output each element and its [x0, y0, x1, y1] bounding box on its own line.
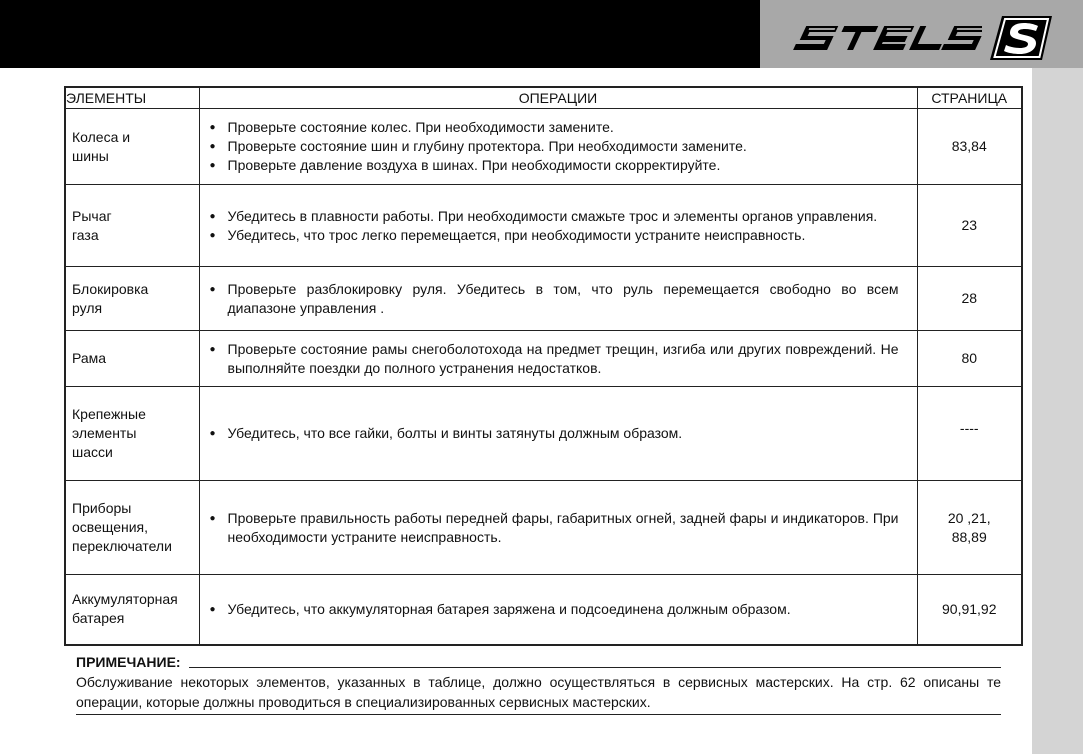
header-black-band [0, 0, 760, 68]
page-ref: ---- [959, 420, 979, 436]
element-text: шины [72, 147, 109, 164]
operation-item: ● Проверьте состояние рамы снегоболотохода на предмет трещин, изгиба или других повреждений. Не выполняйте поездки до полного устранения недостатков. [210, 340, 899, 378]
element-text: элементы [72, 425, 137, 441]
table-row-chassis-fasteners [65, 387, 1022, 481]
element-cell [65, 267, 199, 331]
page-ref: 83,84 [951, 138, 987, 154]
page-cell [917, 387, 1022, 481]
table-row-wheels [65, 109, 1022, 185]
operations-cell [199, 267, 917, 331]
element-text: Колеса и [72, 128, 131, 145]
element-text: шасси [72, 444, 113, 460]
table-header-row [65, 87, 1022, 109]
table-row-lighting [65, 481, 1022, 575]
note-header [76, 652, 1001, 672]
page-ref: 28 [961, 290, 978, 306]
operation-item: ● Проверьте давление воздуха в шинах. При необходимости скорректируйте. [210, 156, 899, 175]
operations-cell [199, 185, 917, 267]
operation-item: ● Проверьте состояние шин и глубину протектора. При необходимости замените. [210, 137, 899, 156]
element-text: освещения, [72, 519, 149, 535]
operation-item: ● Проверьте разблокировку руля. Убедитесь в том, что руль перемещается свободно во всем диапазоне управления . [210, 280, 899, 318]
operations-cell [199, 109, 917, 185]
header-operations: ОПЕРАЦИИ [199, 87, 917, 109]
operations-cell [199, 331, 917, 387]
stels-wordmark-logo [782, 18, 982, 58]
table-row-steering-lock [65, 267, 1022, 331]
note-text: Обслуживание некоторых элементов, указанных в таблице, должно осуществляться в сервисных мастерских. На стр. 62 описаны те операции, которые должны проводиться в специализированных сервисных мастерских. [76, 672, 1001, 715]
element-text: Приборы [72, 500, 132, 516]
operation-item: ● Проверьте правильность работы передней фары, габаритных огней, задней фары и индикаторов. При необходимости устраните неисправность. [210, 509, 899, 547]
operation-item: ● Убедитесь в плавности работы. При необходимости смажьте трос и элементы органов управления. [210, 207, 899, 226]
operation-item: ● Проверьте состояние колес. При необходимости замените. [210, 118, 899, 137]
element-cell [65, 109, 199, 185]
note-title: ПРИМЕЧАНИЕ: [76, 654, 181, 670]
maintenance-table [64, 86, 1023, 646]
element-text: Рычаг [72, 207, 112, 224]
operation-item: ● Убедитесь, что трос легко перемещается, при необходимости устраните неисправность. [210, 226, 899, 245]
element-cell [65, 387, 199, 481]
header-page: СТРАНИЦА [917, 87, 1022, 109]
table-row-throttle [65, 185, 1022, 267]
operations-cell [199, 387, 917, 481]
element-text: Рама [72, 350, 107, 366]
element-cell [65, 185, 199, 267]
page-cell [917, 481, 1022, 575]
page-cell [917, 267, 1022, 331]
stels-s-emblem-logo [988, 14, 1056, 62]
page-ref: 20 ,21, [947, 509, 991, 526]
note-divider [189, 667, 1001, 668]
page-cell [917, 331, 1022, 387]
note-block [76, 652, 1001, 715]
element-cell [65, 331, 199, 387]
table-row-frame [65, 331, 1022, 387]
element-text: переключатели [72, 538, 172, 554]
operations-cell [199, 481, 917, 575]
page-ref: 88,89 [951, 528, 987, 545]
element-text: Крепежные [72, 406, 146, 422]
page-cell [917, 185, 1022, 267]
element-text: газа [72, 226, 99, 243]
element-text: Аккумуляторная [72, 591, 178, 608]
operations-cell [199, 575, 917, 645]
page-ref: 23 [961, 217, 978, 233]
header-elements: ЭЛЕМЕНТЫ [65, 87, 199, 109]
element-cell [65, 481, 199, 575]
side-strip [1032, 68, 1083, 754]
element-text: Блокировка [72, 280, 149, 297]
page-ref: 80 [961, 350, 978, 366]
element-text: батарея [72, 610, 125, 627]
page-ref: 90,91,92 [942, 600, 997, 617]
table-row-battery [65, 575, 1022, 645]
page-cell [917, 575, 1022, 645]
page-cell [917, 109, 1022, 185]
operation-item: ● Убедитесь, что аккумуляторная батарея заряжена и подсоединена должным образом. [210, 600, 899, 619]
operation-item: ● Убедитесь, что все гайки, болты и винты затянуты должным образом. [210, 424, 899, 443]
element-cell [65, 575, 199, 645]
element-text: руля [72, 299, 103, 316]
